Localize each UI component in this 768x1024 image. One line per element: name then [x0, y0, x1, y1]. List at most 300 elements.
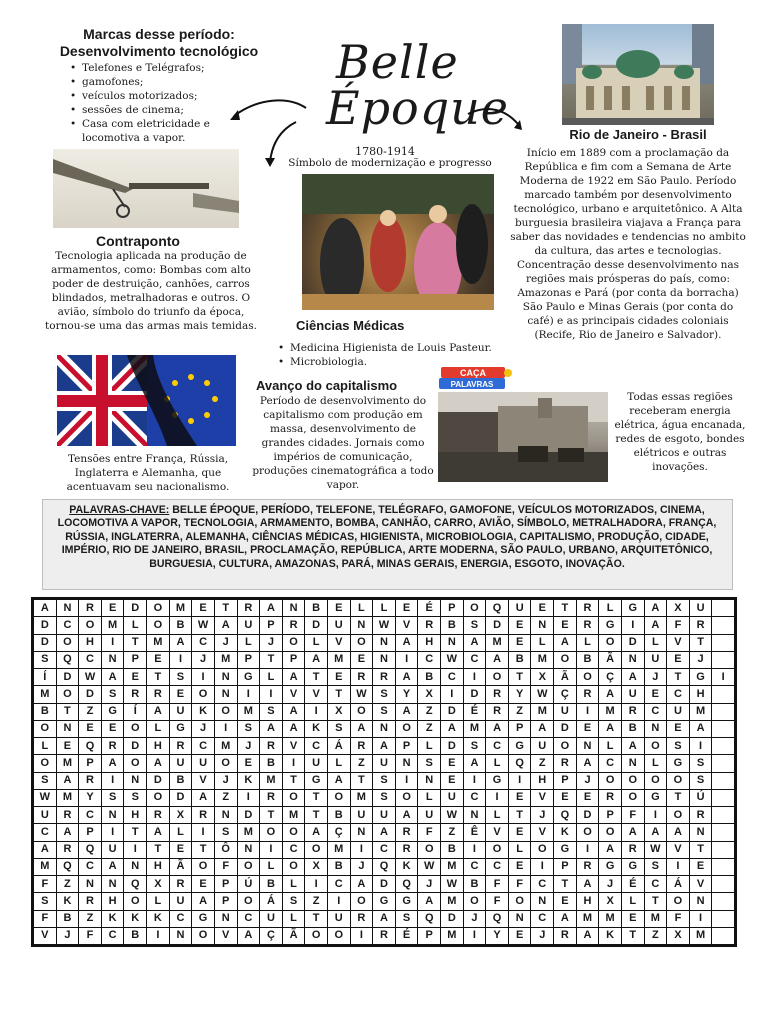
- grid-cell[interactable]: N: [102, 807, 124, 823]
- grid-cell[interactable]: C: [238, 911, 260, 927]
- grid-cell[interactable]: R: [124, 686, 146, 702]
- grid-cell[interactable]: T: [645, 893, 667, 909]
- grid-cell[interactable]: M: [57, 790, 79, 806]
- grid-cell[interactable]: I: [102, 824, 124, 840]
- grid-cell[interactable]: R: [554, 928, 576, 944]
- grid-cell[interactable]: A: [486, 652, 508, 668]
- grid-cell[interactable]: N: [124, 859, 146, 875]
- grid-cell[interactable]: K: [554, 824, 576, 840]
- grid-cell[interactable]: O: [124, 755, 146, 771]
- grid-cell[interactable]: P: [238, 652, 260, 668]
- grid-cell[interactable]: O: [283, 824, 305, 840]
- grid-cell[interactable]: A: [34, 842, 56, 858]
- grid-cell[interactable]: N: [351, 824, 373, 840]
- grid-cell[interactable]: K: [305, 721, 327, 737]
- grid-cell[interactable]: H: [577, 893, 599, 909]
- grid-cell[interactable]: A: [396, 704, 418, 720]
- grid-cell[interactable]: R: [486, 704, 508, 720]
- grid-cell[interactable]: A: [645, 600, 667, 616]
- grid-cell[interactable]: A: [215, 617, 237, 633]
- grid-cell[interactable]: K: [238, 773, 260, 789]
- grid-cell[interactable]: E: [622, 911, 644, 927]
- grid-cell[interactable]: I: [192, 824, 214, 840]
- grid-cell[interactable]: A: [283, 721, 305, 737]
- grid-cell[interactable]: O: [79, 617, 101, 633]
- grid-cell[interactable]: T: [215, 600, 237, 616]
- grid-cell[interactable]: A: [396, 807, 418, 823]
- grid-cell[interactable]: U: [328, 911, 350, 927]
- grid-cell[interactable]: N: [373, 721, 395, 737]
- grid-cell[interactable]: U: [645, 652, 667, 668]
- grid-cell[interactable]: Z: [305, 893, 327, 909]
- grid-cell[interactable]: Z: [418, 721, 440, 737]
- grid-cell[interactable]: E: [645, 686, 667, 702]
- grid-cell[interactable]: U: [418, 807, 440, 823]
- grid-cell[interactable]: L: [283, 876, 305, 892]
- grid-cell[interactable]: W: [79, 669, 101, 685]
- grid-cell[interactable]: O: [305, 842, 327, 858]
- grid-cell[interactable]: S: [170, 669, 192, 685]
- grid-cell[interactable]: K: [599, 928, 621, 944]
- grid-cell[interactable]: C: [486, 859, 508, 875]
- grid-cell[interactable]: O: [215, 755, 237, 771]
- grid-cell[interactable]: U: [170, 893, 192, 909]
- grid-cell[interactable]: S: [690, 755, 712, 771]
- grid-cell[interactable]: A: [645, 824, 667, 840]
- grid-cell[interactable]: R: [147, 807, 169, 823]
- grid-cell[interactable]: Z: [441, 824, 463, 840]
- grid-cell[interactable]: A: [667, 824, 689, 840]
- grid-cell[interactable]: R: [577, 600, 599, 616]
- grid-cell[interactable]: A: [464, 635, 486, 651]
- grid-cell[interactable]: R: [260, 738, 282, 754]
- grid-cell[interactable]: N: [577, 738, 599, 754]
- grid-cell[interactable]: Y: [486, 928, 508, 944]
- grid-cell[interactable]: N: [238, 842, 260, 858]
- grid-cell[interactable]: A: [260, 600, 282, 616]
- grid-cell[interactable]: G: [238, 669, 260, 685]
- grid-cell[interactable]: D: [57, 669, 79, 685]
- grid-cell[interactable]: H: [690, 686, 712, 702]
- grid-cell[interactable]: I: [690, 738, 712, 754]
- grid-cell[interactable]: L: [328, 755, 350, 771]
- grid-cell[interactable]: R: [554, 755, 576, 771]
- grid-cell[interactable]: M: [57, 755, 79, 771]
- grid-cell[interactable]: O: [238, 893, 260, 909]
- grid-cell[interactable]: K: [124, 911, 146, 927]
- grid-cell[interactable]: A: [102, 755, 124, 771]
- grid-cell[interactable]: R: [79, 893, 101, 909]
- grid-cell[interactable]: F: [486, 876, 508, 892]
- grid-cell[interactable]: I: [305, 704, 327, 720]
- grid-cell[interactable]: T: [305, 790, 327, 806]
- grid-cell[interactable]: O: [34, 755, 56, 771]
- grid-cell[interactable]: S: [418, 755, 440, 771]
- grid-cell[interactable]: T: [124, 824, 146, 840]
- grid-cell[interactable]: A: [554, 911, 576, 927]
- grid-cell[interactable]: E: [554, 893, 576, 909]
- grid-cell[interactable]: O: [192, 928, 214, 944]
- grid-cell[interactable]: Q: [418, 911, 440, 927]
- grid-cell[interactable]: R: [283, 617, 305, 633]
- grid-cell[interactable]: R: [418, 617, 440, 633]
- grid-cell[interactable]: M: [441, 859, 463, 875]
- grid-cell[interactable]: D: [238, 807, 260, 823]
- grid-cell[interactable]: S: [373, 773, 395, 789]
- grid-cell[interactable]: E: [577, 721, 599, 737]
- grid-cell[interactable]: P: [418, 928, 440, 944]
- grid-cell[interactable]: D: [441, 738, 463, 754]
- grid-cell[interactable]: G: [599, 617, 621, 633]
- grid-cell[interactable]: L: [531, 635, 553, 651]
- grid-cell[interactable]: T: [328, 686, 350, 702]
- grid-cell[interactable]: I: [464, 773, 486, 789]
- grid-cell[interactable]: I: [690, 911, 712, 927]
- grid-cell[interactable]: R: [170, 738, 192, 754]
- grid-cell[interactable]: R: [57, 807, 79, 823]
- grid-cell[interactable]: A: [57, 773, 79, 789]
- grid-cell[interactable]: J: [531, 928, 553, 944]
- grid-cell[interactable]: X: [147, 876, 169, 892]
- grid-cell[interactable]: E: [192, 876, 214, 892]
- grid-cell[interactable]: U: [238, 617, 260, 633]
- grid-cell[interactable]: T: [147, 842, 169, 858]
- grid-cell[interactable]: Z: [351, 755, 373, 771]
- grid-cell[interactable]: L: [283, 911, 305, 927]
- grid-cell[interactable]: J: [690, 652, 712, 668]
- grid-cell[interactable]: I: [464, 669, 486, 685]
- grid-cell[interactable]: I: [170, 652, 192, 668]
- grid-cell[interactable]: S: [34, 773, 56, 789]
- grid-cell[interactable]: N: [373, 652, 395, 668]
- grid-cell[interactable]: F: [486, 893, 508, 909]
- grid-cell[interactable]: I: [441, 686, 463, 702]
- grid-cell[interactable]: O: [464, 893, 486, 909]
- grid-cell[interactable]: U: [102, 842, 124, 858]
- grid-cell[interactable]: N: [690, 893, 712, 909]
- grid-cell[interactable]: E: [124, 669, 146, 685]
- grid-cell[interactable]: R: [260, 790, 282, 806]
- grid-cell[interactable]: C: [170, 911, 192, 927]
- grid-cell[interactable]: K: [102, 911, 124, 927]
- grid-cell[interactable]: X: [599, 893, 621, 909]
- grid-cell[interactable]: R: [192, 807, 214, 823]
- grid-cell[interactable]: Ç: [328, 824, 350, 840]
- grid-cell[interactable]: O: [667, 773, 689, 789]
- grid-cell[interactable]: R: [486, 686, 508, 702]
- grid-cell[interactable]: L: [645, 635, 667, 651]
- grid-cell[interactable]: N: [645, 721, 667, 737]
- grid-cell[interactable]: C: [57, 617, 79, 633]
- grid-cell[interactable]: R: [351, 738, 373, 754]
- grid-cell[interactable]: D: [147, 773, 169, 789]
- grid-cell[interactable]: R: [577, 859, 599, 875]
- grid-cell[interactable]: O: [57, 635, 79, 651]
- grid-cell[interactable]: Y: [396, 686, 418, 702]
- grid-cell[interactable]: S: [102, 790, 124, 806]
- grid-cell[interactable]: G: [690, 669, 712, 685]
- grid-cell[interactable]: Í: [34, 669, 56, 685]
- grid-cell[interactable]: O: [486, 842, 508, 858]
- grid-cell[interactable]: Á: [328, 738, 350, 754]
- grid-cell[interactable]: C: [192, 738, 214, 754]
- grid-cell[interactable]: A: [531, 721, 553, 737]
- grid-cell[interactable]: O: [599, 824, 621, 840]
- grid-cell[interactable]: E: [667, 652, 689, 668]
- grid-cell[interactable]: J: [577, 773, 599, 789]
- grid-cell[interactable]: R: [238, 600, 260, 616]
- grid-cell[interactable]: E: [690, 859, 712, 875]
- grid-cell[interactable]: [712, 773, 734, 789]
- grid-cell[interactable]: I: [351, 928, 373, 944]
- grid-cell[interactable]: S: [373, 704, 395, 720]
- grid-cell[interactable]: I: [102, 773, 124, 789]
- grid-cell[interactable]: I: [260, 686, 282, 702]
- grid-cell[interactable]: U: [260, 911, 282, 927]
- grid-cell[interactable]: A: [147, 824, 169, 840]
- grid-cell[interactable]: P: [215, 876, 237, 892]
- grid-cell[interactable]: I: [396, 773, 418, 789]
- grid-cell[interactable]: M: [215, 738, 237, 754]
- grid-cell[interactable]: G: [170, 721, 192, 737]
- grid-cell[interactable]: Z: [645, 928, 667, 944]
- grid-cell[interactable]: F: [215, 859, 237, 875]
- grid-cell[interactable]: T: [124, 635, 146, 651]
- grid-cell[interactable]: H: [102, 893, 124, 909]
- grid-cell[interactable]: L: [418, 738, 440, 754]
- grid-cell[interactable]: N: [283, 600, 305, 616]
- grid-cell[interactable]: I: [238, 790, 260, 806]
- grid-cell[interactable]: A: [464, 755, 486, 771]
- grid-cell[interactable]: Z: [79, 911, 101, 927]
- grid-cell[interactable]: J: [192, 721, 214, 737]
- grid-cell[interactable]: G: [102, 704, 124, 720]
- grid-cell[interactable]: F: [667, 911, 689, 927]
- grid-cell[interactable]: N: [102, 876, 124, 892]
- grid-cell[interactable]: H: [147, 738, 169, 754]
- grid-cell[interactable]: P: [441, 600, 463, 616]
- grid-cell[interactable]: O: [509, 893, 531, 909]
- grid-cell[interactable]: I: [305, 876, 327, 892]
- grid-cell[interactable]: A: [34, 600, 56, 616]
- grid-cell[interactable]: C: [305, 738, 327, 754]
- grid-cell[interactable]: P: [283, 652, 305, 668]
- grid-cell[interactable]: I: [238, 686, 260, 702]
- grid-cell[interactable]: M: [690, 704, 712, 720]
- grid-cell[interactable]: J: [351, 859, 373, 875]
- grid-cell[interactable]: T: [192, 842, 214, 858]
- grid-cell[interactable]: Ã: [599, 652, 621, 668]
- grid-cell[interactable]: Z: [509, 704, 531, 720]
- grid-cell[interactable]: S: [260, 704, 282, 720]
- grid-cell[interactable]: L: [418, 790, 440, 806]
- grid-cell[interactable]: Y: [509, 686, 531, 702]
- grid-cell[interactable]: A: [328, 773, 350, 789]
- grid-cell[interactable]: J: [645, 669, 667, 685]
- grid-cell[interactable]: V: [283, 738, 305, 754]
- grid-cell[interactable]: N: [215, 669, 237, 685]
- grid-cell[interactable]: O: [645, 738, 667, 754]
- grid-cell[interactable]: J: [238, 738, 260, 754]
- grid-cell[interactable]: V: [667, 635, 689, 651]
- grid-cell[interactable]: O: [486, 669, 508, 685]
- grid-cell[interactable]: W: [645, 842, 667, 858]
- grid-cell[interactable]: C: [464, 652, 486, 668]
- grid-cell[interactable]: C: [102, 928, 124, 944]
- grid-cell[interactable]: A: [441, 721, 463, 737]
- grid-cell[interactable]: O: [260, 824, 282, 840]
- grid-cell[interactable]: N: [57, 600, 79, 616]
- grid-cell[interactable]: L: [147, 721, 169, 737]
- grid-cell[interactable]: C: [531, 876, 553, 892]
- grid-cell[interactable]: L: [645, 755, 667, 771]
- grid-cell[interactable]: M: [351, 790, 373, 806]
- grid-cell[interactable]: L: [351, 600, 373, 616]
- grid-cell[interactable]: O: [667, 893, 689, 909]
- grid-cell[interactable]: A: [599, 686, 621, 702]
- grid-cell[interactable]: A: [57, 824, 79, 840]
- grid-cell[interactable]: B: [328, 859, 350, 875]
- grid-cell[interactable]: F: [667, 617, 689, 633]
- grid-cell[interactable]: S: [102, 686, 124, 702]
- grid-cell[interactable]: C: [667, 686, 689, 702]
- grid-cell[interactable]: E: [509, 617, 531, 633]
- grid-cell[interactable]: M: [328, 842, 350, 858]
- grid-cell[interactable]: P: [79, 824, 101, 840]
- grid-cell[interactable]: W: [531, 686, 553, 702]
- grid-cell[interactable]: G: [192, 911, 214, 927]
- grid-cell[interactable]: [712, 790, 734, 806]
- grid-cell[interactable]: D: [441, 704, 463, 720]
- grid-cell[interactable]: D: [124, 738, 146, 754]
- grid-cell[interactable]: N: [215, 807, 237, 823]
- grid-cell[interactable]: S: [464, 738, 486, 754]
- grid-cell[interactable]: D: [34, 617, 56, 633]
- grid-cell[interactable]: T: [690, 635, 712, 651]
- grid-cell[interactable]: O: [396, 721, 418, 737]
- grid-cell[interactable]: F: [79, 928, 101, 944]
- grid-cell[interactable]: Á: [260, 893, 282, 909]
- grid-cell[interactable]: N: [464, 807, 486, 823]
- grid-cell[interactable]: S: [373, 686, 395, 702]
- grid-cell[interactable]: L: [147, 893, 169, 909]
- grid-cell[interactable]: N: [124, 773, 146, 789]
- grid-cell[interactable]: N: [170, 928, 192, 944]
- grid-cell[interactable]: K: [57, 893, 79, 909]
- grid-cell[interactable]: Q: [79, 842, 101, 858]
- grid-cell[interactable]: O: [283, 790, 305, 806]
- grid-cell[interactable]: E: [554, 790, 576, 806]
- grid-cell[interactable]: B: [464, 876, 486, 892]
- grid-cell[interactable]: Ç: [260, 928, 282, 944]
- grid-cell[interactable]: I: [215, 721, 237, 737]
- grid-cell[interactable]: A: [418, 893, 440, 909]
- grid-cell[interactable]: W: [192, 617, 214, 633]
- grid-cell[interactable]: U: [690, 600, 712, 616]
- grid-cell[interactable]: C: [373, 842, 395, 858]
- grid-cell[interactable]: U: [351, 807, 373, 823]
- grid-cell[interactable]: N: [215, 686, 237, 702]
- grid-cell[interactable]: O: [351, 635, 373, 651]
- grid-cell[interactable]: P: [124, 652, 146, 668]
- grid-cell[interactable]: N: [215, 911, 237, 927]
- grid-cell[interactable]: O: [238, 859, 260, 875]
- grid-cell[interactable]: Ú: [238, 876, 260, 892]
- grid-cell[interactable]: M: [328, 652, 350, 668]
- grid-cell[interactable]: [712, 635, 734, 651]
- grid-cell[interactable]: V: [215, 928, 237, 944]
- grid-cell[interactable]: R: [147, 686, 169, 702]
- grid-cell[interactable]: B: [441, 842, 463, 858]
- grid-cell[interactable]: H: [79, 635, 101, 651]
- grid-cell[interactable]: L: [509, 842, 531, 858]
- grid-cell[interactable]: O: [147, 600, 169, 616]
- grid-cell[interactable]: O: [531, 842, 553, 858]
- grid-cell[interactable]: A: [599, 842, 621, 858]
- grid-cell[interactable]: Z: [418, 704, 440, 720]
- grid-cell[interactable]: I: [351, 842, 373, 858]
- grid-cell[interactable]: C: [283, 842, 305, 858]
- grid-cell[interactable]: A: [260, 721, 282, 737]
- grid-cell[interactable]: É: [622, 876, 644, 892]
- grid-cell[interactable]: I: [577, 842, 599, 858]
- grid-cell[interactable]: A: [373, 738, 395, 754]
- grid-cell[interactable]: [712, 704, 734, 720]
- grid-cell[interactable]: A: [147, 704, 169, 720]
- grid-cell[interactable]: E: [238, 755, 260, 771]
- grid-cell[interactable]: [712, 824, 734, 840]
- grid-cell[interactable]: G: [554, 842, 576, 858]
- grid-cell[interactable]: Z: [57, 876, 79, 892]
- grid-cell[interactable]: O: [351, 893, 373, 909]
- grid-cell[interactable]: I: [667, 859, 689, 875]
- grid-cell[interactable]: B: [260, 876, 282, 892]
- grid-cell[interactable]: [712, 911, 734, 927]
- grid-cell[interactable]: E: [102, 721, 124, 737]
- grid-cell[interactable]: O: [645, 773, 667, 789]
- grid-cell[interactable]: B: [305, 600, 327, 616]
- grid-cell[interactable]: U: [373, 755, 395, 771]
- grid-cell[interactable]: B: [418, 669, 440, 685]
- grid-cell[interactable]: V: [531, 824, 553, 840]
- grid-cell[interactable]: C: [645, 704, 667, 720]
- grid-cell[interactable]: E: [554, 617, 576, 633]
- grid-cell[interactable]: B: [170, 773, 192, 789]
- grid-cell[interactable]: L: [577, 635, 599, 651]
- grid-cell[interactable]: Q: [554, 807, 576, 823]
- grid-cell[interactable]: U: [554, 704, 576, 720]
- grid-cell[interactable]: D: [622, 635, 644, 651]
- grid-cell[interactable]: S: [34, 652, 56, 668]
- grid-cell[interactable]: L: [260, 859, 282, 875]
- grid-cell[interactable]: C: [599, 755, 621, 771]
- grid-cell[interactable]: M: [102, 617, 124, 633]
- grid-cell[interactable]: B: [34, 704, 56, 720]
- grid-cell[interactable]: A: [622, 738, 644, 754]
- grid-cell[interactable]: E: [441, 755, 463, 771]
- grid-cell[interactable]: O: [328, 790, 350, 806]
- grid-cell[interactable]: H: [147, 859, 169, 875]
- grid-cell[interactable]: G: [396, 893, 418, 909]
- grid-cell[interactable]: C: [328, 876, 350, 892]
- grid-cell[interactable]: O: [667, 807, 689, 823]
- grid-cell[interactable]: I: [464, 842, 486, 858]
- grid-cell[interactable]: Q: [396, 876, 418, 892]
- grid-cell[interactable]: R: [577, 686, 599, 702]
- grid-cell[interactable]: N: [396, 755, 418, 771]
- grid-cell[interactable]: D: [34, 635, 56, 651]
- grid-cell[interactable]: C: [192, 635, 214, 651]
